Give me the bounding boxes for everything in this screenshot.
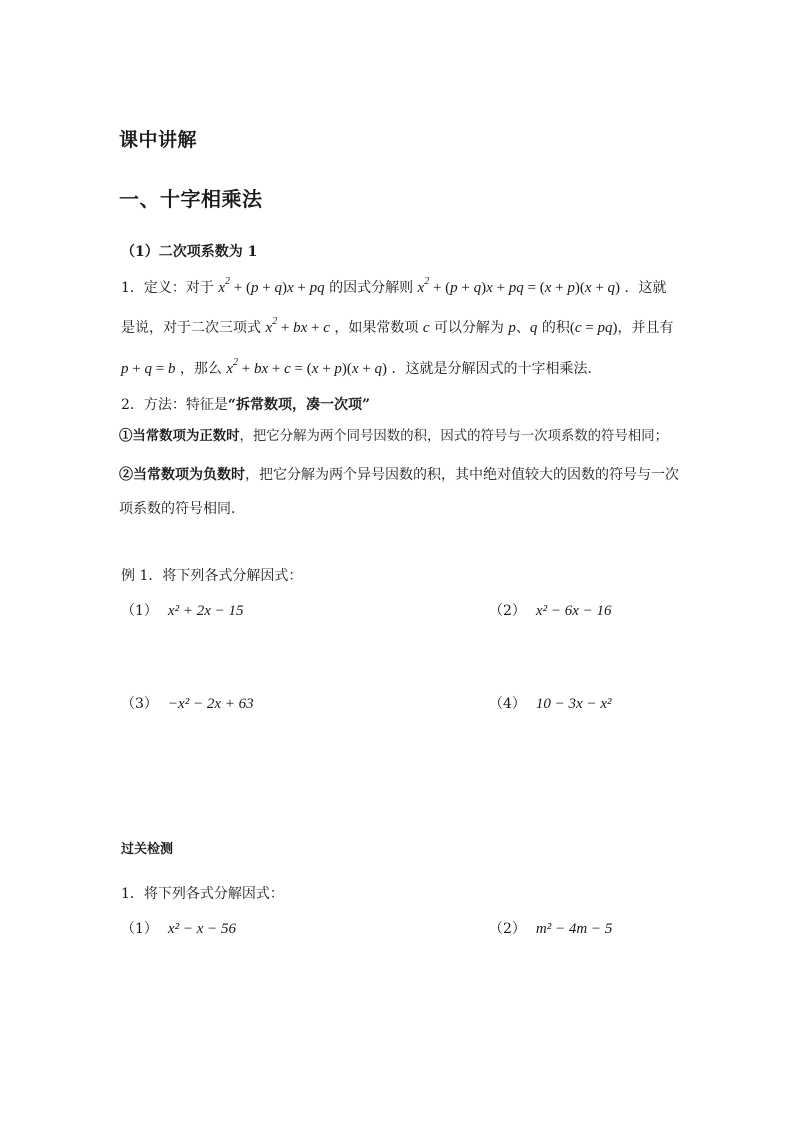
item-expression: x² − 6x − 16 [535,603,612,619]
definition-mid: 的因式分解则 [329,280,414,296]
main-heading: 一、十字相乘法 [119,187,263,211]
definition-text-h: ．这就是分解因式的十字相乘法． [391,361,602,377]
subheading: （1）二次项系数为 1 [121,244,258,260]
example-title: 例 1．将下列各式分解因式： [121,568,303,584]
item-expression: m² − 4m − 5 [535,921,613,937]
item-expression: 10 − 3x − x² [535,696,612,712]
method-rule-1-text: ，把它分解为两个同号因数的积，因式的符号与一次项系数的符号相同； [239,429,669,444]
definition-text-b: ，如果常数项 [334,320,419,336]
method-rule-2 [119,468,679,482]
item-label: （4） [489,696,526,712]
definition-text-e: 的积 [541,320,570,336]
item-label: （2） [489,921,526,937]
definition-text-a: 是说，对于二次三项式 [121,320,261,336]
formula-quadratic-general: $x^2 + (p + q)x$ + pq [218,276,325,296]
definition-end: ．这就 [624,280,667,296]
example-item-2 [489,600,611,620]
method-title-bold: “拆常数项，凑一次项” [227,397,371,413]
item-label: （2） [489,603,526,619]
definition-line-2 [121,316,674,336]
check-heading: 过关检测 [121,842,174,857]
check-title: 1．将下列各式分解因式： [121,886,284,902]
item-label: （3） [121,696,158,712]
method-rule-2-continued: 项系数的符号相同． [119,501,245,517]
formula-trinomial: $x^2$ + bx + c [265,316,330,336]
definition-text-f: ，并且有 [617,320,674,336]
formula-p-plus-q: p + q = b [121,361,176,377]
definition-line-3 [121,357,602,377]
item-label: （1） [121,921,158,937]
symbol-p: p [508,320,516,336]
method-title [121,398,370,412]
check-item-1 [121,918,236,938]
definition-text-g: ，那么 [179,361,222,377]
formula-trinomial-factored: $x^2$ + bx + c = (x + p)(x + q) [226,357,388,377]
definition-line-1 [121,276,667,296]
check-item-2 [489,918,612,938]
item-expression: x² + 2x − 15 [167,603,244,619]
item-label: （1） [121,603,158,619]
method-rule-2-bold: ②当常数项为负数时 [119,467,245,483]
symbol-c: c [422,320,430,336]
section-title: 课中讲解 [119,129,198,151]
example-item-3 [121,693,254,713]
item-expression: x² − x − 56 [167,921,236,937]
method-rule-1-bold: ①当常数项为正数时 [119,428,240,444]
example-item-4 [489,693,611,713]
formula-factorization-identity: $x^2 + (p + q)x$ + pq = (x + p)(x + q) [417,276,621,296]
item-expression: −x² − 2x + 63 [167,696,254,712]
example-item-1 [121,600,243,620]
formula-c-equals-pq: (c = pq) [569,320,618,336]
definition-text-d: 、 [515,320,530,336]
method-rule-2-text: ，把它分解为两个异号因数的积，其中绝对值较大的因数的符号与一次 [245,467,679,483]
definition-prefix: 1．定义：对于 [121,280,214,296]
definition-text-c: 可以分解为 [433,320,504,336]
symbol-q: q [529,320,538,336]
method-rule-1 [119,430,668,443]
method-title-prefix: 2．方法：特征是 [121,397,228,413]
